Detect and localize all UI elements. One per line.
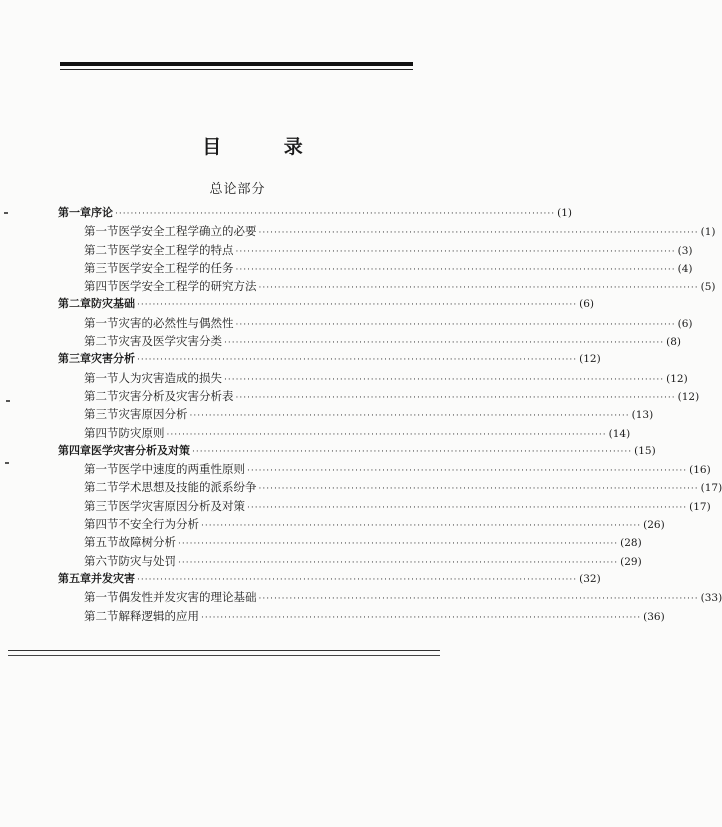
page-title: 目 录	[202, 136, 331, 158]
section-title: 防灾与处罚	[118, 553, 176, 568]
page-number: (6)	[677, 317, 693, 330]
dot-leader: ··················································································································	[258, 594, 699, 605]
toc-section-row	[58, 241, 693, 259]
dot-leader: ··················································································································	[115, 209, 556, 219]
chapter-title: 防灾基础	[91, 297, 135, 311]
dot-leader: ··················································································································	[247, 502, 688, 513]
toc-chapter-row	[58, 442, 656, 460]
section-title: 灾害及医学灾害分类	[118, 334, 222, 349]
section-number: 第四节	[84, 279, 119, 294]
section-number: 第一节	[84, 462, 119, 477]
dot-leader: ··················································································································	[192, 446, 633, 457]
page-number: (17)	[689, 500, 711, 513]
toc-section-row	[58, 588, 722, 606]
toc-section-row	[58, 533, 642, 551]
chapter-title: 序论	[91, 206, 113, 219]
section-number: 第三节	[84, 260, 119, 275]
dot-leader: ··················································································································	[247, 466, 688, 477]
toc-chapter-row	[58, 350, 601, 368]
page-number: (33)	[700, 592, 722, 605]
page-number: (16)	[689, 464, 711, 477]
dot-leader: ··················································································································	[178, 557, 619, 568]
dot-leader: ··················································································································	[178, 539, 619, 550]
chapter-title: 灾害分析	[91, 352, 135, 366]
page-number: (1)	[700, 226, 716, 239]
scan-mark	[5, 462, 9, 464]
section-title: 医学中速度的两重性原则	[118, 462, 245, 477]
dot-leader: ··················································································································	[201, 521, 642, 532]
toc-section-row	[58, 369, 688, 387]
dot-leader: ··················································································································	[166, 429, 607, 440]
section-title: 医学灾害原因分析及对策	[118, 498, 245, 513]
chapter-number: 第三章	[58, 352, 91, 366]
toc-section-row	[58, 424, 631, 442]
chapter-title: 并发灾害	[91, 571, 135, 585]
chapter-number: 第四章	[58, 443, 91, 457]
section-number: 第一节	[84, 224, 119, 239]
section-number: 第二节	[84, 242, 119, 257]
table-of-contents	[58, 204, 722, 625]
toc-section-row	[58, 222, 716, 240]
page-number: (3)	[677, 244, 693, 257]
dot-leader: ··················································································································	[137, 355, 578, 366]
section-title: 医学安全工程学的任务	[118, 260, 234, 275]
section-number: 第一节	[84, 315, 119, 330]
page-number: (15)	[634, 444, 656, 457]
toc-chapter-row	[58, 295, 595, 313]
dot-leader: ··················································································································	[137, 300, 578, 311]
section-number: 第二节	[84, 608, 119, 623]
page-number: (12)	[579, 353, 601, 366]
dot-leader: ··················································································································	[258, 283, 699, 294]
page-number: (5)	[700, 281, 716, 294]
dot-leader: ··················································································································	[235, 319, 676, 330]
dot-leader: ··················································································································	[224, 374, 665, 385]
section-number: 第三节	[84, 498, 119, 513]
page-number: (29)	[620, 555, 642, 568]
section-number: 第一节	[84, 590, 119, 605]
section-title: 医学安全工程学确立的必要	[118, 224, 257, 239]
dot-leader: ··················································································································	[201, 612, 642, 623]
section-title: 不安全行为分析	[118, 517, 199, 532]
page-number: (14)	[608, 427, 631, 440]
toc-section-row	[58, 497, 711, 515]
section-title: 解释逻辑的应用	[118, 608, 199, 623]
section-heading: 总论部分	[209, 182, 266, 197]
toc-section-row	[58, 552, 642, 570]
toc-section-row	[58, 277, 716, 295]
chapter-number: 第二章	[58, 297, 91, 311]
section-title: 偶发性并发灾害的理论基础	[118, 590, 257, 605]
toc-section-row	[58, 314, 693, 332]
section-title: 医学安全工程学的特点	[118, 242, 234, 257]
page-number: (4)	[677, 262, 693, 275]
toc-section-row	[58, 515, 665, 533]
dot-leader: ··················································································································	[137, 574, 578, 585]
scan-mark	[4, 212, 8, 214]
section-number: 第二节	[84, 334, 119, 349]
page-number: (26)	[643, 519, 665, 532]
toc-section-row	[58, 387, 700, 405]
section-title: 灾害原因分析	[118, 407, 188, 422]
section-title: 灾害分析及灾害分析表	[118, 388, 234, 403]
section-number: 第四节	[84, 425, 119, 440]
dot-leader: ··················································································································	[235, 246, 676, 257]
dot-leader: ··················································································································	[258, 484, 699, 495]
section-title: 人为灾害造成的损失	[118, 370, 222, 385]
section-title: 医学安全工程学的研究方法	[118, 279, 257, 294]
toc-section-row	[58, 332, 682, 350]
page-number: (6)	[579, 298, 595, 311]
section-title: 灾害的必然性与偶然性	[118, 315, 234, 330]
chapter-title: 医学灾害分析及对策	[91, 443, 190, 457]
section-title: 防灾原则	[118, 425, 165, 440]
section-number: 第二节	[84, 480, 119, 495]
section-number: 第六节	[84, 553, 119, 568]
section-number: 第四节	[84, 517, 119, 532]
toc-section-row	[58, 259, 693, 277]
section-number: 第三节	[84, 407, 119, 422]
page-number: (12)	[666, 372, 688, 385]
toc-section-row	[58, 405, 654, 423]
page-number: (12)	[677, 390, 700, 403]
chapter-number: 第五章	[58, 571, 91, 585]
dot-leader: ··················································································································	[224, 338, 665, 349]
section-title: 学术思想及技能的派系纷争	[118, 480, 257, 495]
footer-rule-2	[8, 655, 440, 656]
page-number: (28)	[620, 537, 642, 550]
toc-section-row	[58, 460, 711, 478]
chapter-number: 第一章	[58, 206, 91, 219]
toc-chapter-row	[58, 204, 573, 222]
header-rule-thin	[60, 69, 413, 70]
toc-chapter-row	[58, 570, 601, 588]
toc-section-row	[58, 478, 722, 496]
section-number: 第二节	[84, 388, 119, 403]
scan-mark	[6, 400, 10, 402]
section-title: 故障树分析	[118, 535, 176, 550]
page-number: (36)	[643, 610, 665, 623]
page-number: (8)	[666, 336, 682, 349]
section-number: 第一节	[84, 370, 119, 385]
dot-leader: ··················································································································	[189, 411, 630, 422]
page-number: (13)	[631, 409, 654, 422]
page-number: (17)	[700, 482, 722, 495]
dot-leader: ··················································································································	[235, 264, 676, 275]
header-rule-thick	[60, 62, 413, 66]
page-number: (1)	[557, 207, 573, 219]
dot-leader: ··················································································································	[235, 392, 676, 403]
section-number: 第五节	[84, 535, 119, 550]
dot-leader: ··················································································································	[258, 228, 699, 239]
toc-section-row	[58, 607, 665, 625]
footer-rule-1	[8, 650, 440, 651]
page-number: (32)	[579, 572, 601, 585]
